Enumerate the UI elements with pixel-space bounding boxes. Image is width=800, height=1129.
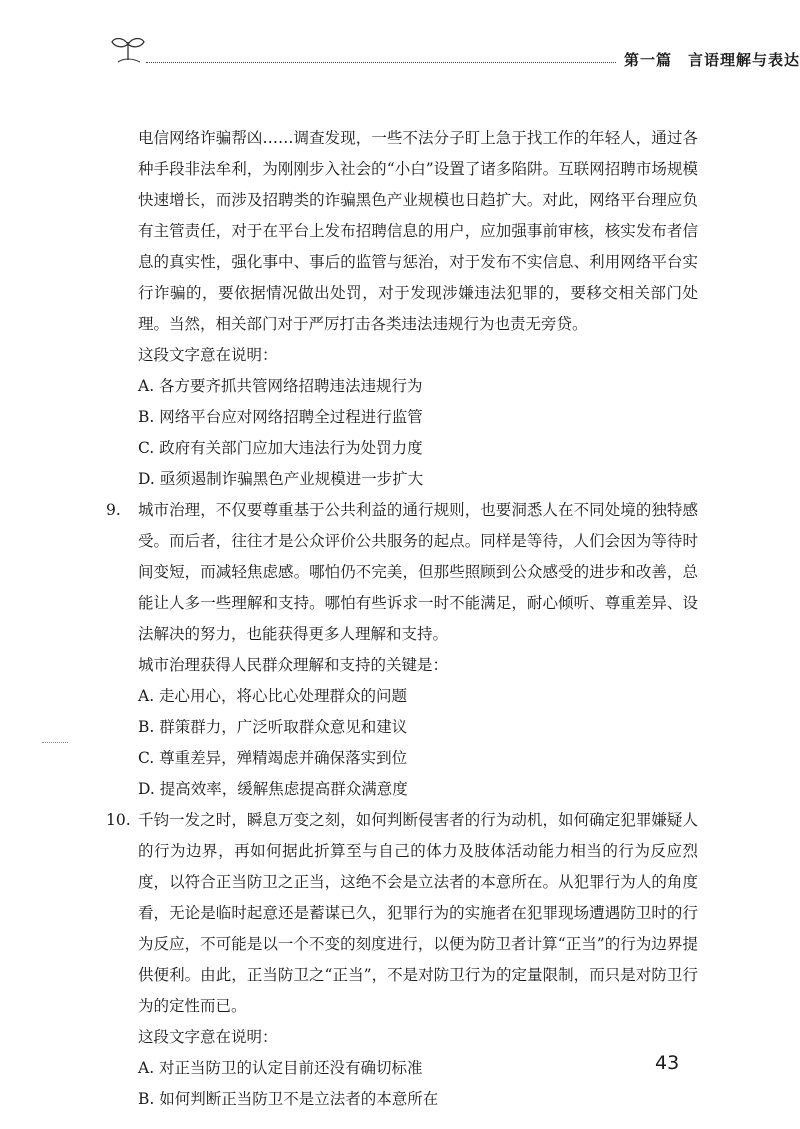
question-9-number: 9. bbox=[106, 501, 121, 519]
question-9-option-b: B. 群策群力，广泛听取群众意见和建议 bbox=[138, 718, 408, 736]
page-content bbox=[106, 123, 698, 1115]
header-rule-left bbox=[146, 62, 616, 63]
question-8-prompt: 这段文字意在说明： bbox=[138, 346, 278, 364]
question-9-passage: 城市治理，不仅要尊重基于公共利益的通行规则，也要洞悉人在不同处境的独特感受。而后者，往往才是公众评价公共服务的起点。同样是等待，人们会因为等待时间变短，而减轻焦虑感。哪怕仍不完美，但那些照顾到公众感受的进步和改善，总能让人多一些理解和支持。哪怕有些诉求一时不能满足，耐心倾听、尊重差异、设法解决的努力，也能获得更多人理解和支持。 bbox=[138, 501, 698, 643]
question-9-option-c: C. 尊重差异，殚精竭虑并确保落实到位 bbox=[138, 749, 408, 767]
question-8-passage: 电信网络诈骗帮凶……调查发现，一些不法分子盯上急于找工作的年轻人，通过各种手段非法牟利，为刚刚步入社会的“小白”设置了诸多陷阱。互联网招聘市场规模快速增长，而涉及招聘类的诈骗黑色产业规模也日趋扩大。对此，网络平台理应负有主管责任，对于在平台上发布招聘信息的用户，应加强事前审核，核实发布者信息的真实性，强化事中、事后的监管与惩治，对于发布不实信息、利用网络平台实行诈骗的，要依据情况做出处罚，对于发现涉嫌违法犯罪的，要移交相关部门处理。当然，相关部门对于严厉打击各类违法违规行为也责无旁贷。 bbox=[138, 129, 698, 333]
question-8-option-a: A. 各方要齐抓共管网络招聘违法违规行为 bbox=[138, 377, 423, 395]
question-10 bbox=[106, 805, 698, 1115]
question-10-prompt: 这段文字意在说明： bbox=[138, 1028, 278, 1046]
question-9-option-d: D. 提高效率，缓解焦虑提高群众满意度 bbox=[138, 780, 408, 798]
question-10-number: 10. bbox=[106, 811, 131, 829]
question-10-option-a: A. 对正当防卫的认定目前还没有确切标准 bbox=[138, 1059, 423, 1077]
question-9-prompt: 城市治理获得人民群众理解和支持的关键是： bbox=[138, 656, 449, 674]
question-8-option-c: C. 政府有关部门应加大违法行为处罚力度 bbox=[138, 439, 423, 457]
margin-mark bbox=[42, 742, 68, 743]
sprout-leaf-icon bbox=[108, 32, 148, 68]
question-8 bbox=[138, 123, 698, 495]
header-title: 第一篇 言语理解与表达 bbox=[624, 51, 800, 69]
question-10-passage: 千钧一发之时，瞬息万变之刻，如何判断侵害者的行为动机，如何确定犯罪嫌疑人的行为边界，再如何据此折算至与自己的体力及肢体活动能力相当的行为反应烈度，以符合正当防卫之正当，这绝不会是立法者的本意所在。从犯罪行为人的角度看，无论是临时起意还是蓄谋已久，犯罪行为的实施者在犯罪现场遭遇防卫时的行为反应，不可能是以一个不变的刻度进行，以便为防卫者计算“正当”的行为边界提供便利。由此，正当防卫之“正当”，不是对防卫行为的定量限制，而只是对防卫行为的定性而已。 bbox=[138, 811, 698, 1015]
question-10-option-b: B. 如何判断正当防卫不是立法者的本意所在 bbox=[138, 1090, 439, 1108]
question-8-option-d: D. 亟须遏制诈骗黑色产业规模进一步扩大 bbox=[138, 470, 424, 488]
page-number: 43 bbox=[655, 1052, 680, 1074]
question-8-option-b: B. 网络平台应对网络招聘全过程进行监管 bbox=[138, 408, 423, 426]
question-9-option-a: A. 走心用心，将心比心处理群众的问题 bbox=[138, 687, 408, 705]
question-9 bbox=[106, 495, 698, 805]
running-header bbox=[108, 32, 800, 72]
